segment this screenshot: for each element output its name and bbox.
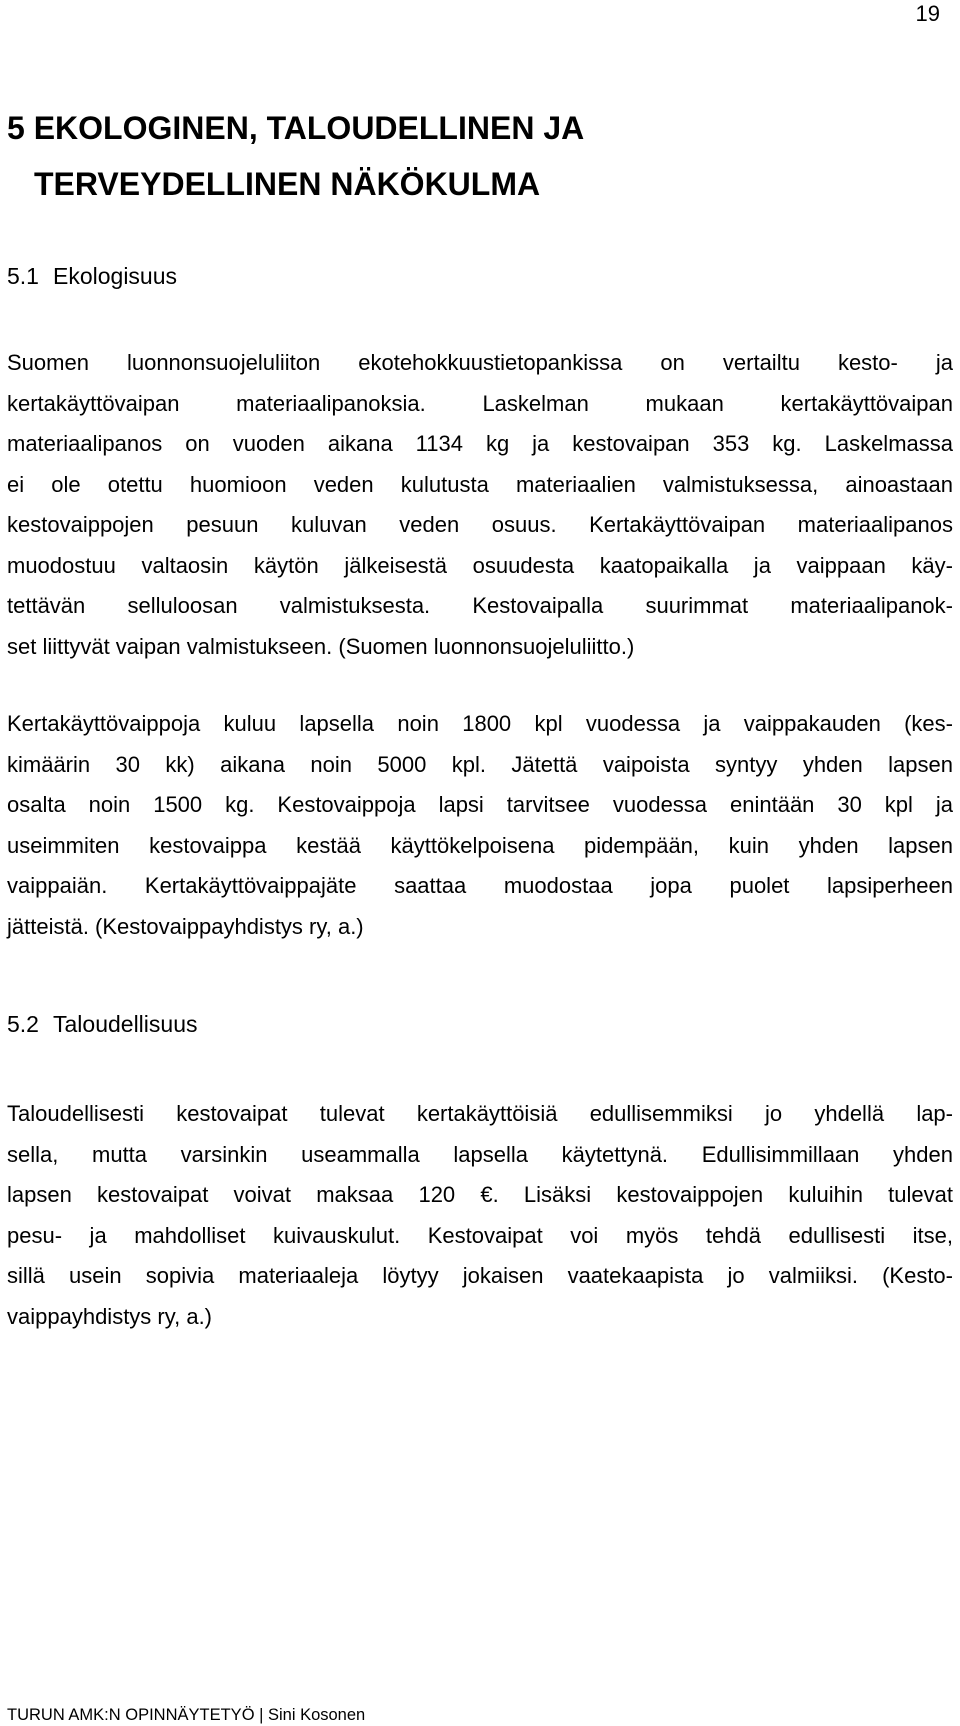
text-line: lapsen kestovaipat voivat maksaa 120 €. Lisäksi kestovaippojen kuluihin tulevat xyxy=(7,1182,953,1207)
text-line: set liittyvät vaipan valmistukseen. (Suomen luonnonsuojeluliitto.) xyxy=(7,633,635,659)
text-line: vaippayhdistys ry, a.) xyxy=(7,1303,213,1329)
text-line: jätteistä. (Kestovaippayhdistys ry, a.) xyxy=(7,913,364,939)
text-line: kimäärin 30 kk) aikana noin 5000 kpl. Jätettä vaipoista syntyy yhden lapsen xyxy=(7,751,953,777)
section-heading-ekologisuus xyxy=(7,262,177,290)
paragraph-ekologisuus-1 xyxy=(7,343,953,667)
text-line: sillä usein sopivia materiaaleja löytyy jokaisen vaatekaapista jo valmiiksi. (Kesto- xyxy=(7,1263,953,1288)
page-footer: TURUN AMK:N OPINNÄYTETYÖ | Sini Kosonen xyxy=(7,1706,366,1724)
chapter-title-line: TERVEYDELLINEN NÄKÖKULMA xyxy=(34,166,541,202)
paragraph-ekologisuus-2 xyxy=(7,704,953,947)
section-number: 5.2 xyxy=(7,1011,39,1037)
text-line: Kertakäyttövaippoja kuluu lapsella noin 1800 kpl vuodessa ja vaippakauden (kes- xyxy=(7,711,953,736)
section-number: 5.1 xyxy=(7,263,39,289)
text-line: pesu- ja mahdolliset kuivauskulut. Kestovaipat voi myös tehdä edullisesti itse, xyxy=(7,1222,953,1248)
text-line: materiaalipanos on vuoden aikana 1134 kg ja kestovaipan 353 kg. Laskelmassa xyxy=(7,431,953,456)
text-line: kertakäyttövaipan materiaalipanoksia. Laskelman mukaan kertakäyttövaipan xyxy=(7,390,953,416)
chapter-title-line: 5 EKOLOGINEN, TALOUDELLINEN JA xyxy=(7,110,585,146)
page-number: 19 xyxy=(915,1,940,26)
text-line: ei ole otettu huomioon veden kulutusta materiaalien valmistuksessa, ainoastaan xyxy=(7,471,953,497)
text-line: tettävän selluloosan valmistuksesta. Kestovaipalla suurimmat materiaalipanok- xyxy=(7,593,953,618)
text-line: Suomen luonnonsuojeluliiton ekotehokkuustietopankissa on vertailtu kesto- ja xyxy=(7,350,953,375)
text-line: vaippaiän. Kertakäyttövaippajäte saattaa muodostaa jopa puolet lapsiperheen xyxy=(7,873,953,898)
chapter-title xyxy=(7,100,907,212)
text-line: sella, mutta varsinkin useammalla lapsella käytettynä. Edullisimmillaan yhden xyxy=(7,1141,953,1167)
section-heading-taloudellisuus xyxy=(7,1010,197,1038)
text-line: osalta noin 1500 kg. Kestovaippoja lapsi tarvitsee vuodessa enintään 30 kpl ja xyxy=(7,792,953,817)
text-line: useimmiten kestovaippa kestää käyttökelpoisena pidempään, kuin yhden lapsen xyxy=(7,832,953,858)
text-line: kestovaippojen pesuun kuluvan veden osuus. Kertakäyttövaipan materiaalipanos xyxy=(7,512,953,537)
text-line: Taloudellisesti kestovaipat tulevat kertakäyttöisiä edullisemmiksi jo yhdellä lap- xyxy=(7,1101,953,1126)
section-title: Ekologisuus xyxy=(53,263,178,289)
section-title: Taloudellisuus xyxy=(53,1011,198,1037)
text-line: muodostuu valtaosin käytön jälkeisestä osuudesta kaatopaikalla ja vaippaan käy- xyxy=(7,552,953,578)
paragraph-taloudellisuus-1 xyxy=(7,1094,953,1337)
